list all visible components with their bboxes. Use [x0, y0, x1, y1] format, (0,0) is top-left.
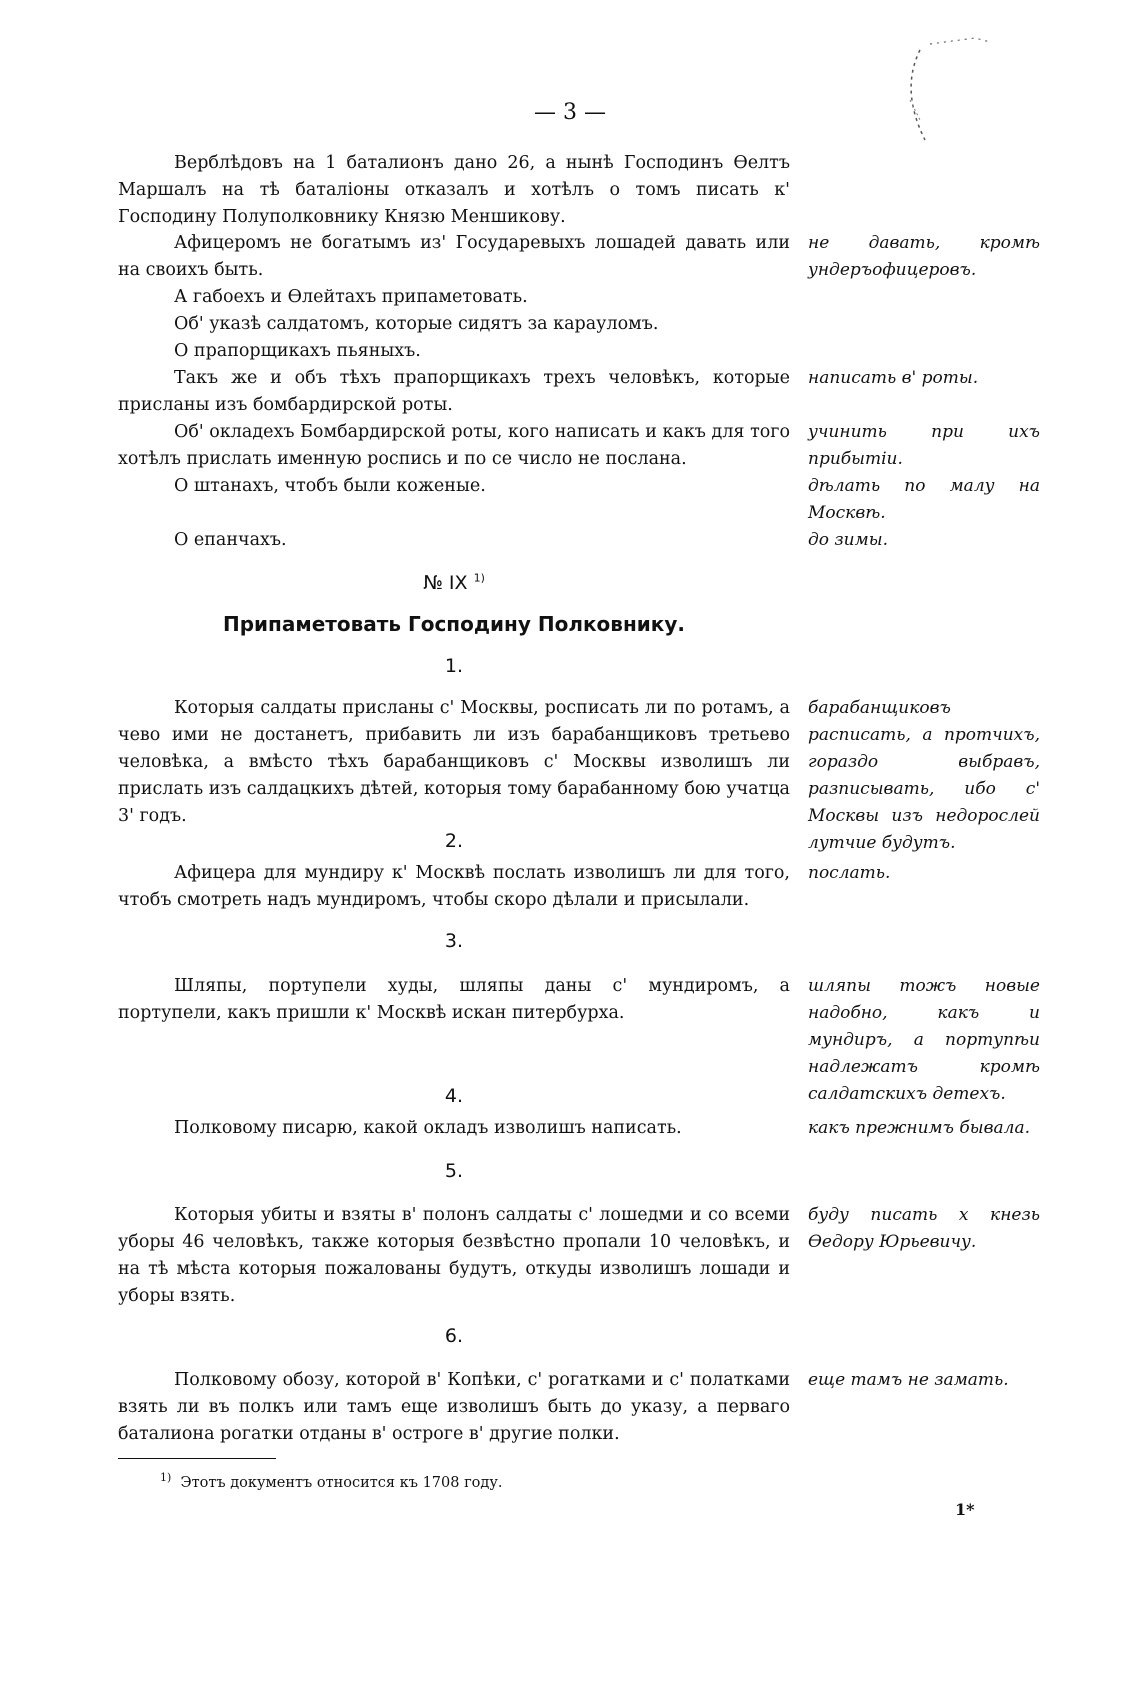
section-number-1: 1.: [444, 655, 464, 677]
section-text-1: Которыя салдаты присланы с' Москвы, росписать ли по ротамъ, а чево ими не достанетъ, прибавить ли изъ барабанщиковъ третьево человѣка, а вмѣсто тѣхъ барабанщиковъ с' Москвы изволишъ ли прислать изъ салдацкихъ дѣтей, которыя тому барабанному бою учатца 3' годъ.: [118, 698, 790, 826]
section-text-3: Шляпы, портупели худы, шляпы даны с' мундиромъ, а портупели, какъ пришли к' Москвѣ искан питербурха.: [118, 976, 790, 1023]
footnote-rule: [118, 1458, 276, 1459]
section-text-4: Полковому писарю, какой окладъ изволишъ написать.: [174, 1118, 682, 1138]
paragraph-1-1: Верблѣдовъ на 1 баталионъ дано 26, а нынѣ Господинъ Ѳелтъ Маршалъ на тѣ баталіоны отказалъ и хотѣлъ о томъ писать к' Господину Полуполковнику Князю Меншикову.: [118, 153, 790, 227]
section-note-4: какъ прежнимъ бывала.: [808, 1118, 1030, 1138]
library-stamp-fragment: [880, 30, 1030, 150]
section-note-5: буду писать х кнезь Ѳедору Юрьевичу.: [808, 1205, 1040, 1252]
section-number-4: 4.: [444, 1085, 464, 1107]
section-note-1: барабанщиковъ расписать, а протчихъ, гораздо выбравъ, разписывать, ибо с' Москвы изъ недорослей лутчие будутъ.: [808, 698, 1040, 853]
section-note-6: еще тамъ не замать.: [808, 1370, 1009, 1390]
document-number: № IX $^{1)}$: [423, 571, 485, 594]
section-text-6: Полковому обозу, которой в' Копѣки, с' рогатками и с' полатками взять ли въ полкъ или тамъ еще изволишъ быть до указу, а перваго баталиона рогатки отданы в' остроге в' другие полки.: [118, 1370, 790, 1444]
section-text-2: Афицера для мундиру к' Москвѣ послать изволишъ ли для того, чтобъ смотреть надъ мундиромъ, чтобы скоро дѣлали и присылали.: [118, 863, 790, 910]
footnote: [160, 1472, 860, 1494]
paragraph-1-3: А габоехъ и Ѳлейтахъ припаметовать.: [174, 287, 528, 307]
paragraph-1-7: Об' окладехъ Бомбардирской роты, кого написать и какъ для того хотѣлъ прислать именную роспись и по се число не послана.: [118, 422, 790, 469]
margin-note-1-7: учинить при ихъ прибытіи.: [808, 422, 1040, 469]
margin-note-1-6: написать в' роты.: [808, 368, 979, 388]
section-number-3: 3.: [444, 930, 464, 952]
paragraph-1-8: О штанахъ, чтобъ были коженые.: [174, 476, 486, 496]
footnote-mark: 1): [160, 1471, 172, 1485]
footnote-text: Этотъ документъ относится къ 1708 году.: [180, 1475, 503, 1491]
paragraph-1-5: О прапорщикахъ пьяныхъ.: [174, 341, 421, 361]
paragraph-1-6: Такъ же и объ тѣхъ прапорщикахъ трехъ человѣкъ, которые присланы изъ бомбардирской роты.: [118, 368, 790, 415]
footnote-ref: 1): [473, 571, 485, 585]
section-note-2: послать.: [808, 863, 891, 883]
signature-mark: 1*: [955, 1500, 975, 1519]
paragraph-1-2: Афицеромъ не богатымъ из' Государевыхъ лошадей давать или на своихъ быть.: [118, 233, 790, 280]
document-title: Припаметовать Господину Полковнику.: [222, 612, 685, 636]
section-text-5: Которыя убиты и взяты в' полонъ салдаты с' лошедми и со всеми уборы 46 человѣкъ, также которыя безвѣстно пропали 10 человѣкъ, и на тѣ мѣста которыя пожалованы будутъ, откуды изволишъ лошади и уборы взять.: [118, 1205, 790, 1306]
margin-note-1-2: не давать, кромѣ ундеръофицеровъ.: [808, 233, 1040, 280]
section-note-3: шляпы тожъ новые надобно, какъ и мундиръ, а портупѣи надлежатъ кромѣ салдатскихъ детехъ.: [808, 976, 1040, 1104]
section-number-5: 5.: [444, 1160, 464, 1182]
page-number: — 3 —: [534, 100, 606, 125]
section-number-6: 6.: [444, 1325, 464, 1347]
paragraph-1-9: О епанчахъ.: [174, 530, 287, 550]
paragraph-1-4: Об' указѣ салдатомъ, которые сидятъ за карауломъ.: [174, 314, 659, 334]
margin-note-1-8: дѣлать по малу на Москвѣ.: [808, 476, 1040, 523]
margin-note-1-9: до зимы.: [808, 530, 888, 550]
section-number-2: 2.: [444, 830, 464, 852]
